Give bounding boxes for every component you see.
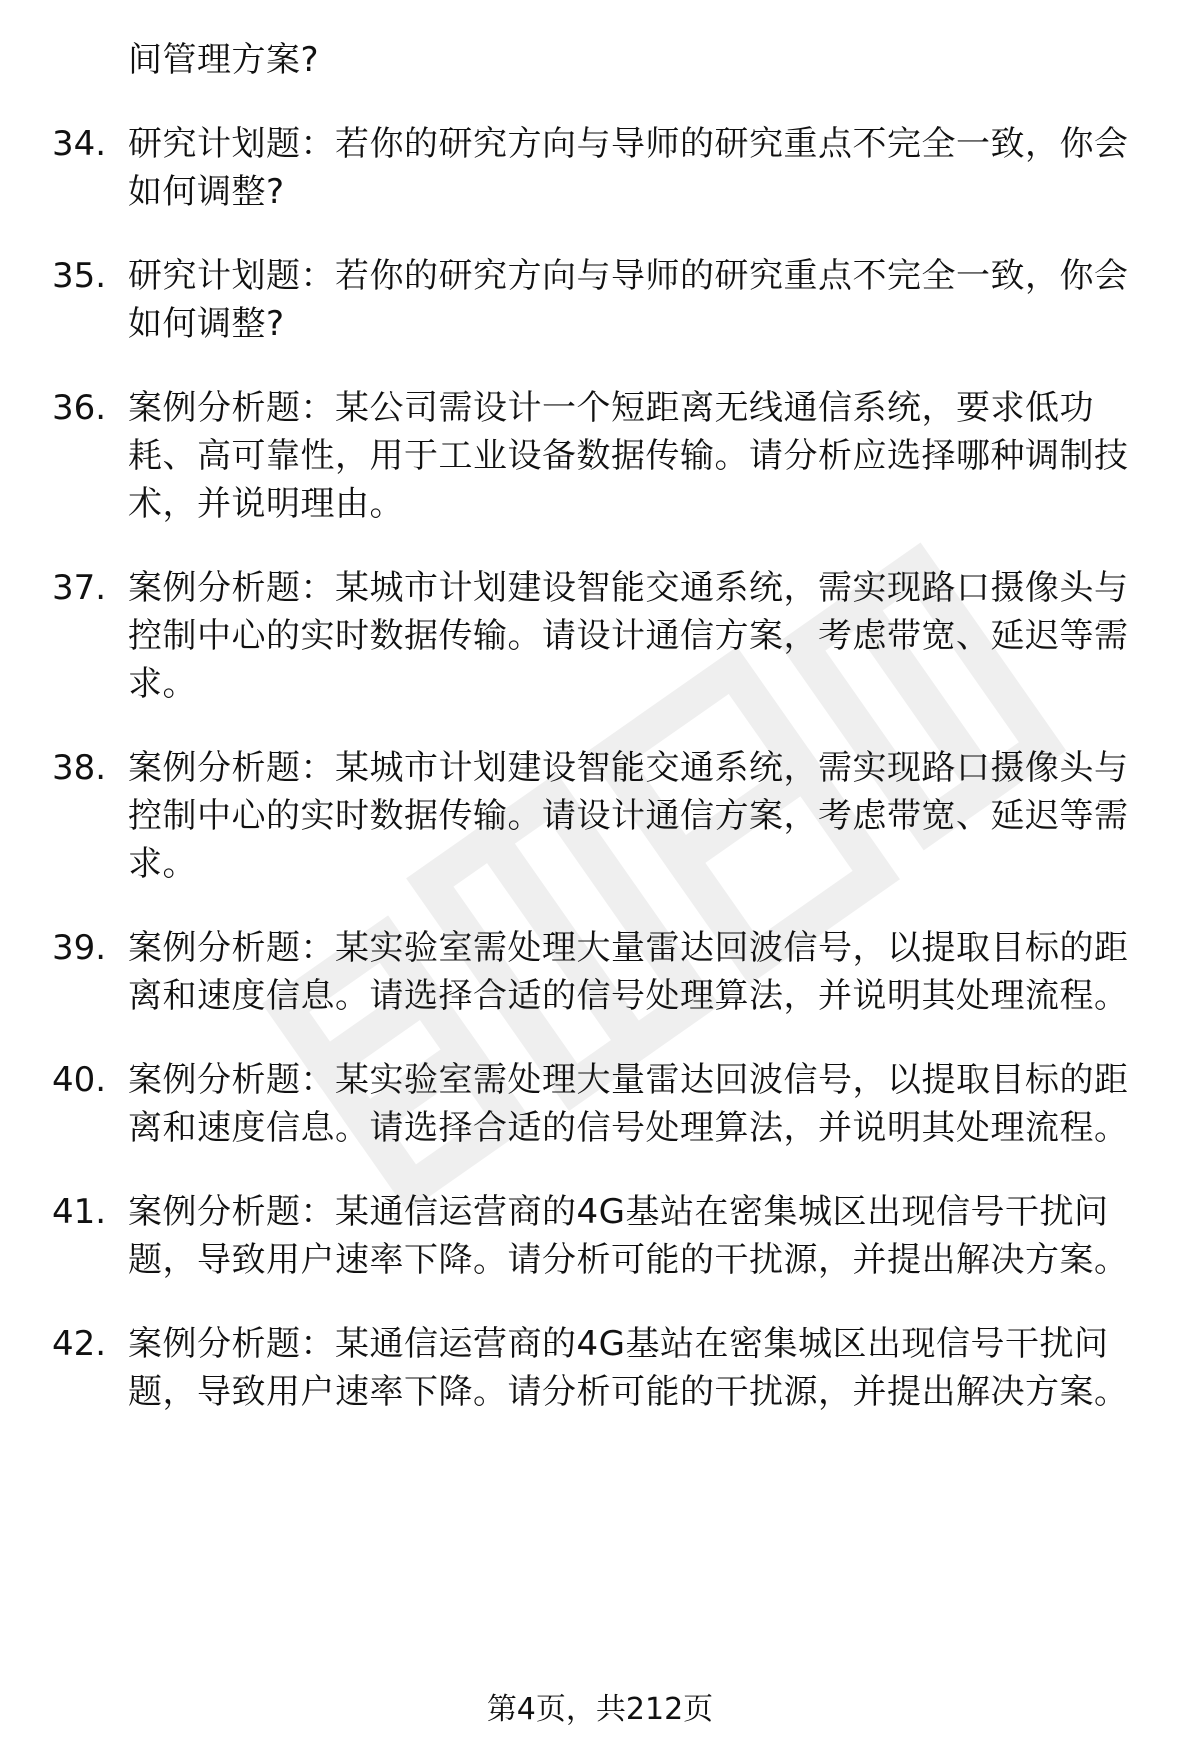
question-number: 37. [52, 568, 107, 608]
question-item [52, 252, 1152, 348]
question-item [52, 1320, 1152, 1416]
question-number: 38. [52, 748, 107, 788]
question-text: 案例分析题：某城市计划建设智能交通系统，需实现路口摄像头与控制中心的实时数据传输。请设计通信方案，考虑带宽、延迟等需求。 [128, 748, 1129, 884]
question-item [52, 120, 1152, 216]
question-number: 36. [52, 388, 107, 428]
question-item [52, 924, 1152, 1020]
question-text: 案例分析题：某实验室需处理大量雷达回波信号，以提取目标的距离和速度信息。请选择合适的信号处理算法，并说明其处理流程。 [128, 1060, 1129, 1148]
question-text: 案例分析题：某实验室需处理大量雷达回波信号，以提取目标的距离和速度信息。请选择合适的信号处理算法，并说明其处理流程。 [128, 928, 1129, 1016]
question-text: 研究计划题：若你的研究方向与导师的研究重点不完全一致，你会如何调整? [128, 256, 1129, 344]
question-item-continued [52, 36, 1152, 84]
question-item [52, 744, 1152, 888]
question-number: 39. [52, 928, 107, 968]
question-number: 42. [52, 1324, 107, 1364]
question-text: 间管理方案? [128, 40, 320, 80]
question-number: 41. [52, 1192, 107, 1232]
question-text: 研究计划题：若你的研究方向与导师的研究重点不完全一致，你会如何调整? [128, 124, 1129, 212]
question-item [52, 1056, 1152, 1152]
question-number: 34. [52, 124, 107, 164]
question-list [52, 36, 1152, 1452]
question-number: 35. [52, 256, 107, 296]
question-item [52, 384, 1152, 528]
question-text: 案例分析题：某公司需设计一个短距离无线通信系统，要求低功耗、高可靠性，用于工业设备数据传输。请分析应选择哪种调制技术，并说明理由。 [128, 388, 1129, 524]
question-item [52, 1188, 1152, 1284]
question-item [52, 564, 1152, 708]
page-indicator: 第4页，共212页 [486, 1692, 714, 1727]
question-text: 案例分析题：某通信运营商的4G基站在密集城区出现信号干扰问题，导致用户速率下降。请分析可能的干扰源，并提出解决方案。 [128, 1192, 1129, 1280]
question-number: 40. [52, 1060, 107, 1100]
question-text: 案例分析题：某通信运营商的4G基站在密集城区出现信号干扰问题，导致用户速率下降。请分析可能的干扰源，并提出解决方案。 [128, 1324, 1129, 1412]
question-text: 案例分析题：某城市计划建设智能交通系统，需实现路口摄像头与控制中心的实时数据传输。请设计通信方案，考虑带宽、延迟等需求。 [128, 568, 1129, 704]
